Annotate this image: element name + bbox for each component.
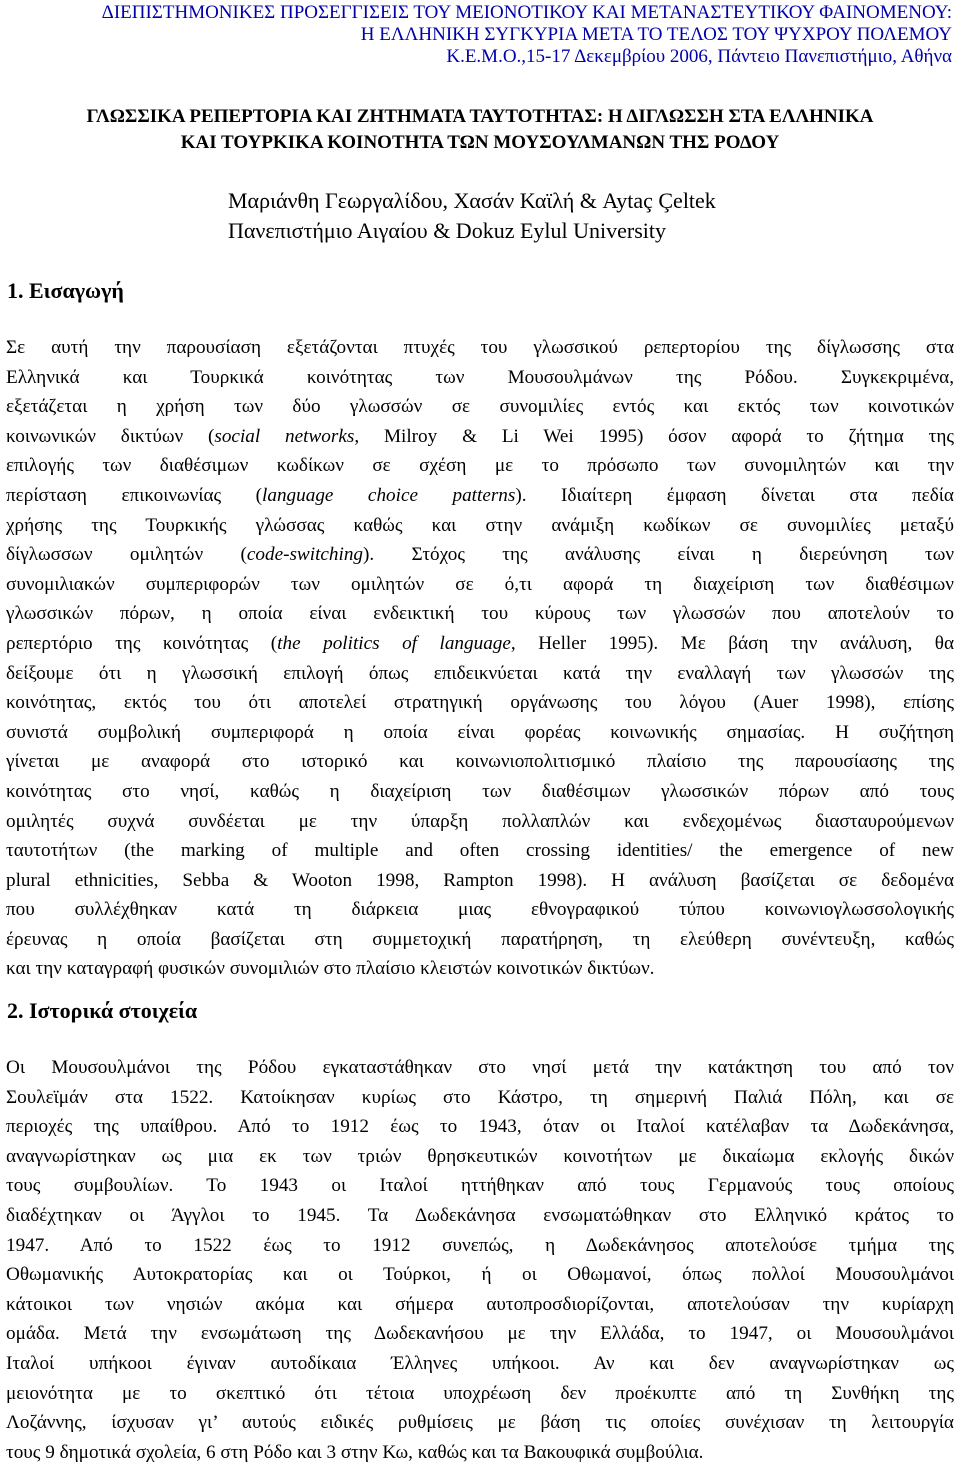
paragraph-line: γλωσσικών πόρων, η οποία είναι ενδεικτική του κύρους των γλωσσών που αποτελούν το: [6, 603, 954, 625]
paragraph-line: γίνεται με αναφορά στο ιστορικό και κοινωνιοπολιτισμικό πλαίσιο της παρουσίασης της: [6, 751, 954, 773]
conference-header: [12, 2, 952, 68]
author-names: Μαριάνθη Γεωργαλίδου, Χασάν Καϊλή & Aytaç Çeltek: [228, 188, 716, 213]
paragraph-line: κάτοικοι των νησιών ακόμα και σήμερα αυτοπροσδιορίζονται, αποτελούσαν την κυρίαρχη: [6, 1293, 954, 1315]
paragraph-line: ομάδα. Μετά την ενσωμάτωση της Δωδεκανήσου με την Ελλάδα, το 1947, οι Μουσουλμάνοι: [6, 1323, 954, 1345]
paragraph-line: ρεπερτόριο της κοινότητας (the politics of language, Heller 1995). Με βάση την ανάλυση, θα: [6, 632, 954, 654]
paragraph-line: δίγλωσσων ομιλητών (code-switching). Στόχος της ανάλυσης είναι η διερεύνηση των: [6, 544, 955, 566]
paragraph-line: έρευνας η οποία βασίζεται στη συμμετοχική παρατήρηση, τη ελεύθερη συνέντευξη, καθώς: [6, 928, 954, 950]
paragraph-line: Σουλεϊμάν στα 1522. Κατοίκησαν κυρίως στο Κάστρο, τη σημερινή Παλιά Πόλη, και σε: [6, 1086, 954, 1108]
author-block: [228, 186, 716, 246]
paragraph-line: που συλλέχθηκαν κατά τη διάρκεια μιας εθνογραφικού τύπου κοινωνιογλωσσολογικής: [6, 899, 954, 921]
paragraph-line: 1947. Από το 1522 έως το 1912 συνεπώς, η Δωδεκάνησος αποτελούσε τμήμα της: [6, 1234, 954, 1256]
paragraph-line: αναγνωρίστηκαν ως μια εκ των τριών θρησκευτικών κοινοτήτων με δικαίωμα εκλογής δικών: [6, 1145, 954, 1167]
conference-header-line: Η ΕΛΛΗΝΙΚΗ ΣΥΓΚΥΡΙΑ ΜΕΤΑ ΤΟ ΤΕΛΟΣ ΤΟΥ ΨΥΧΡΟΥ ΠΟΛΕΜΟΥ: [360, 24, 952, 45]
conference-header-line: ΔΙΕΠΙΣΤΗΜΟΝΙΚΕΣ ΠΡΟΣΕΓΓΙΣΕΙΣ ΤΟΥ ΜΕΙΟΝΟΤΙΚΟΥ ΚΑΙ ΜΕΤΑΝΑΣΤΕΥΤΙΚΟΥ ΦΑΙΝΟΜΕΝΟΥ:: [101, 2, 952, 23]
paragraph-line: Λοζάννης, ίσχυσαν γι’ αυτούς ειδικές ρυθμίσεις με βάση τις οποίες συνέχισαν τη λειτουργία: [6, 1412, 954, 1434]
paragraph-line: plural ethnicities, Sebba & Wooton 1998, Rampton 1998). Η ανάλυση βασίζεται σε δεδομένα: [6, 869, 954, 891]
paragraph-line: συνομιλιακών συμπεριφορών των ομιλητών σε ό,τι αφορά τη διαχείριση των διαθέσιμων: [6, 573, 954, 595]
paragraph-line: περιοχές της υπαίθρου. Από το 1912 έως το 1943, όταν οι Ιταλοί κατέλαβαν τα Δωδεκάνησα,: [6, 1116, 954, 1138]
paragraph-line: μειονότητα με το σκεπτικό ότι τέτοια υποχρέωση δεν προέκυπτε από τη Συνθήκη της: [6, 1382, 954, 1404]
paragraph-line: Ελληνικά και Τουρκικά κοινότητας των Μουσουλμάνων της Ρόδου. Συγκεκριμένα,: [6, 366, 954, 388]
paragraph-line: και την καταγραφή φυσικών συνομιλιών στο πλαίσιο κλειστών κοινοτικών δικτύων.: [6, 958, 655, 980]
paragraph-line: ομιλητές συχνά συνδέεται με την ύπαρξη πολλαπλών και ενδεχομένως διασταυρούμενων: [6, 810, 954, 832]
paragraph-line: κοινωνικών δικτύων (social networks, Milroy & Li Wei 1995) όσον αφορά το ζήτημα της: [6, 425, 954, 447]
author-affiliation: Πανεπιστήμιο Αιγαίου & Dokuz Eylul University: [228, 218, 667, 243]
paragraph-line: τους 9 δημοτικά σχολεία, 6 στη Ρόδο και 3 στην Κω, καθώς και τα Βακουφικά συμβούλια.: [6, 1441, 704, 1463]
paragraph-line: κοινότητας στο νησί, καθώς η διαχείριση των διαθέσιμων γλωσσικών πόρων από τους: [6, 780, 954, 802]
section-heading-history: 2. Ιστορικά στοιχεία: [7, 998, 198, 1023]
paper-title-line: ΓΛΩΣΣΙΚΑ ΡΕΠΕΡΤΟΡΙΑ ΚΑΙ ΖΗΤΗΜΑΤΑ ΤΑΥΤΟΤΗΤΑΣ: Η ΔΙΓΛΩΣΣΗ ΣΤΑ ΕΛΛΗΝΙΚΑ: [86, 106, 874, 127]
introduction-paragraph: [6, 333, 954, 984]
paper-title-line: ΚΑΙ ΤΟΥΡΚΙΚΑ ΚΟΙΝΟΤΗΤΑ ΤΩΝ ΜΟΥΣΟΥΛΜΑΝΩΝ ΤΗΣ ΡΟΔΟΥ: [180, 132, 780, 153]
paragraph-line: εξετάζεται η χρήση των δύο γλωσσών σε συνομιλίες εντός και εκτός των κοινοτικών: [6, 396, 954, 418]
section-heading-introduction: 1. Εισαγωγή: [7, 278, 124, 303]
paragraph-line: Οι Μουσουλμάνοι της Ρόδου εγκαταστάθηκαν στο νησί μετά την κατάκτηση του από τον: [6, 1057, 954, 1078]
paragraph-line: συνιστά συμβολική συμπεριφορά η οποία είναι φορέας κοινωνικής σημασίας. Η συζήτηση: [6, 721, 954, 743]
paragraph-line: Οθωμανικής Αυτοκρατορίας και οι Τούρκοι, ή οι Οθωμανοί, όπως πολλοί Μουσουλμάνοι: [6, 1264, 954, 1286]
paragraph-line: Ιταλοί υπήκοοι έγιναν αυτοδίκαια Έλληνες υπήκοοι. Αν και δεν αναγνωρίστηκαν ως: [6, 1352, 954, 1374]
paragraph-line: κοινότητας, εκτός του ότι αποτελεί στρατηγική οργάνωσης του λόγου (Auer 1998), επίσης: [6, 692, 954, 714]
paper-title: [0, 104, 960, 156]
history-paragraph: [6, 1053, 954, 1467]
paragraph-line: Σε αυτή την παρουσίαση εξετάζονται πτυχές του γλωσσικού ρεπερτορίου της δίγλωσσης στα: [6, 337, 954, 358]
paragraph-line: επιλογής των διαθέσιμων κωδίκων σε σχέση με το πρόσωπο των συνομιλητών και την: [6, 455, 954, 477]
conference-header-line: Κ.Ε.Μ.Ο.,15-17 Δεκεμβρίου 2006, Πάντειο Πανεπιστήμιο, Αθήνα: [446, 46, 952, 67]
paragraph-line: περίσταση επικοινωνίας (language choice patterns). Ιδιαίτερη έμφαση δίνεται στα πεδία: [6, 484, 954, 506]
paragraph-line: τους συμβουλίων. Το 1943 οι Ιταλοί ηττήθηκαν από τους Γερμανούς τους οποίους: [6, 1175, 954, 1197]
paragraph-line: ταυτοτήτων (the marking of multiple and often crossing identities/ the emergence of new: [6, 840, 954, 862]
paragraph-line: διαδέχτηκαν οι Άγγλοι το 1945. Τα Δωδεκάνησα ενσωματώθηκαν στο Ελληνικό κράτος το: [6, 1204, 954, 1226]
paragraph-line: δείξουμε ότι η γλωσσική επιλογή όπως επιδεικνύεται κατά την εναλλαγή των γλωσσών της: [6, 662, 954, 684]
paragraph-line: χρήσης της Τουρκικής γλώσσας καθώς και στην ανάμιξη κωδίκων σε συνομιλίες μεταξύ: [6, 514, 954, 536]
